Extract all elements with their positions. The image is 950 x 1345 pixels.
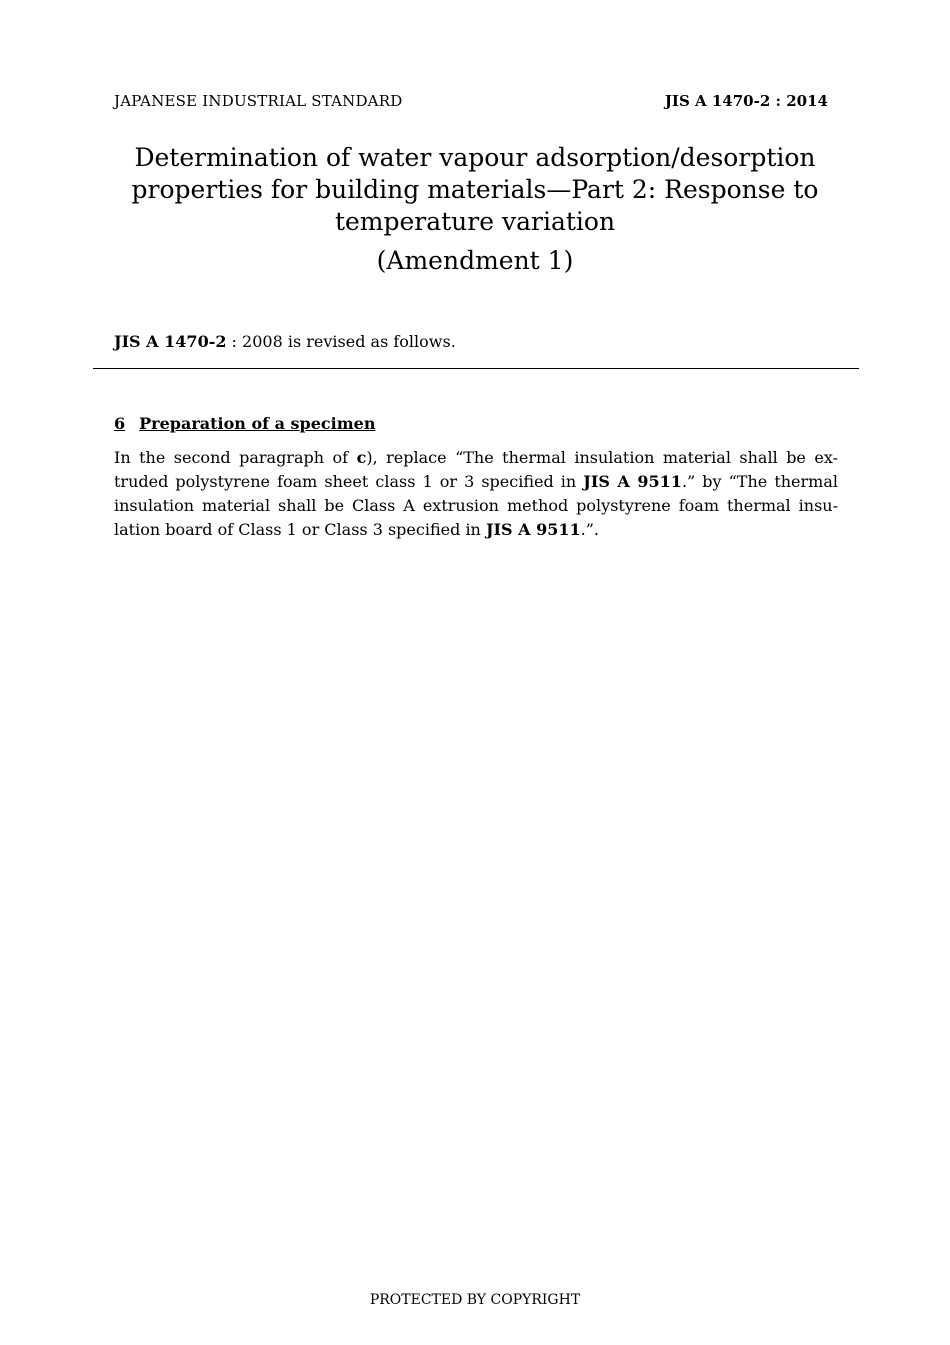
title-line-2: properties for building materials—Part 2: Response to — [131, 175, 819, 204]
section-paragraph — [114, 446, 838, 542]
section-heading — [114, 414, 375, 433]
paragraph-text: .”. — [580, 520, 600, 539]
document-title — [100, 142, 850, 238]
title-line-3: temperature variation — [334, 207, 616, 236]
revision-statement — [114, 332, 456, 351]
title-line-1: Determination of water vapour adsorption/desorption — [134, 143, 816, 172]
bold-reference: JIS A 9511 — [485, 520, 581, 539]
paragraph-text: insulation material shall be Class A extrusion method polystyrene foam thermal insu- — [114, 496, 838, 515]
header-organization: JAPANESE INDUSTRIAL STANDARD — [114, 92, 403, 110]
paragraph-line — [114, 470, 838, 494]
revision-standard: JIS A 1470-2 — [114, 332, 227, 351]
section-number: 6 — [114, 414, 126, 433]
horizontal-divider — [93, 368, 859, 369]
paragraph-text: truded polystyrene foam sheet class 1 or 3 specified in — [114, 472, 584, 491]
header-standard-number: JIS A 1470-2 : 2014 — [664, 92, 828, 110]
copyright-footer: PROTECTED BY COPYRIGHT — [369, 1292, 581, 1308]
paragraph-text: .” by “The thermal — [681, 472, 838, 491]
paragraph-text: ), replace “The thermal insulation material shall be ex- — [366, 448, 839, 467]
bold-reference: JIS A 9511 — [583, 472, 682, 491]
section-title: Preparation of a specimen — [139, 414, 376, 433]
bold-reference: c — [356, 448, 367, 467]
revision-text: : 2008 is revised as follows. — [226, 332, 456, 351]
paragraph-text: In the second paragraph of — [114, 448, 357, 467]
paragraph-text: lation board of Class 1 or Class 3 specified in — [114, 520, 486, 539]
amendment-label: (Amendment 1) — [376, 246, 574, 275]
paragraph-line — [114, 494, 838, 518]
paragraph-line — [114, 446, 838, 470]
paragraph-line — [114, 518, 838, 542]
